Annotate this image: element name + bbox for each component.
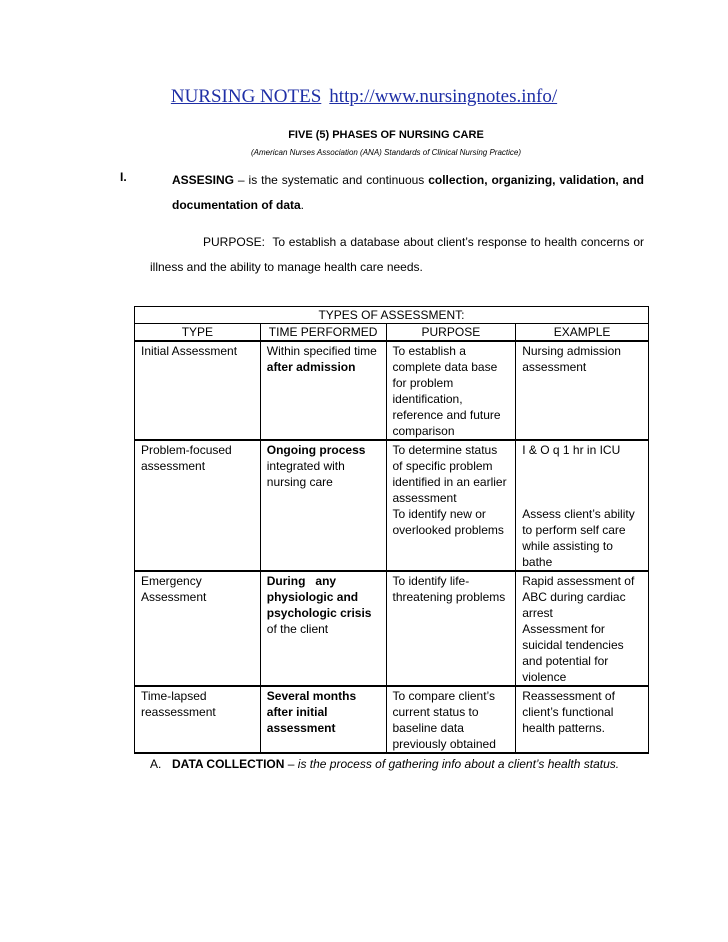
example-line: Assess client’s ability to perform self care while assisting to bathe — [522, 507, 635, 569]
purpose-label: PURPOSE: — [203, 235, 266, 249]
time-bold: Several months after initial assessment — [266, 689, 357, 735]
data-collection-term: DATA COLLECTION — [172, 757, 285, 771]
time-tail: of the client — [266, 622, 329, 636]
purpose-cell: To compare client’s current status to baseline data previously obtained — [386, 686, 516, 753]
time-bold: after admission — [266, 360, 356, 374]
time-tail: integrated with nursing care — [266, 459, 345, 489]
list-label: A. — [150, 757, 162, 771]
example-cell: Reassessment of client’s functional health patterns. — [516, 686, 649, 753]
time-bold: During any physiologic and psychologic crisis — [266, 574, 372, 620]
section-text-after: . — [300, 198, 305, 212]
table-title-row — [135, 307, 649, 324]
page-header — [0, 86, 728, 108]
table-row — [135, 571, 649, 686]
example-cell — [516, 440, 649, 571]
time-plain: Within specified time — [266, 344, 377, 358]
site-title-link[interactable]: NURSING NOTES — [170, 86, 322, 107]
document-title: FIVE (5) PHASES OF NURSING CARE — [288, 129, 484, 141]
column-header: TIME PERFORMED — [260, 324, 386, 342]
column-header: EXAMPLE — [516, 324, 649, 342]
purpose-line: To determine status of specific problem identified in an earlier assessment — [392, 443, 507, 505]
table-row — [135, 686, 649, 753]
time-bold: Ongoing process — [266, 443, 366, 457]
column-header: TYPE — [135, 324, 261, 342]
example-line: Rapid assessment of ABC during cardiac arrest — [522, 574, 635, 620]
data-collection-item — [150, 757, 619, 771]
example-line: Assessment for suicidal tendencies and potential for violence — [522, 622, 624, 684]
table-title: TYPES OF ASSESSMENT: — [135, 307, 649, 324]
column-header: PURPOSE — [386, 324, 516, 342]
example-cell — [516, 571, 649, 686]
time-cell — [260, 571, 386, 686]
site-url-link[interactable]: http://www.nursingnotes.info/ — [329, 86, 558, 107]
time-cell — [260, 686, 386, 753]
table-header-row — [135, 324, 649, 342]
table-row — [135, 341, 649, 440]
section-text-before: – is the systematic and continuous — [234, 173, 429, 187]
purpose-cell — [386, 440, 516, 571]
section-number: I. — [120, 170, 127, 184]
section-bold-span: collection, organizing, validation, and documentation of data — [172, 173, 644, 212]
table-row — [135, 440, 649, 571]
data-collection-dash: – — [284, 757, 298, 771]
type-cell: Emergency Assessment — [135, 571, 261, 686]
purpose-cell: To identify life-threatening problems — [386, 571, 516, 686]
assessment-types-table — [134, 306, 649, 754]
purpose-text: To establish a database about client’s response to health concerns or illness and the ability to manage health care needs. — [150, 235, 645, 274]
purpose-paragraph — [150, 230, 644, 280]
section-paragraph — [172, 168, 644, 218]
type-cell: Time-lapsed reassessment — [135, 686, 261, 753]
time-cell — [260, 440, 386, 571]
section-term: ASSESING — [172, 173, 235, 187]
type-cell: Problem-focused assessment — [135, 440, 261, 571]
example-cell: Nursing admission assessment — [516, 341, 649, 440]
time-cell — [260, 341, 386, 440]
document-subnote: (American Nurses Association (ANA) Standards of Clinical Nursing Practice) — [250, 148, 522, 157]
purpose-line: To identify new or overlooked problems — [392, 507, 504, 537]
purpose-cell: To establish a complete data base for problem identification, reference and future comparison — [386, 341, 516, 440]
data-collection-definition: is the process of gathering info about a client’s health status. — [297, 757, 620, 771]
type-cell: Initial Assessment — [135, 341, 261, 440]
example-line: I & O q 1 hr in ICU — [522, 443, 621, 457]
